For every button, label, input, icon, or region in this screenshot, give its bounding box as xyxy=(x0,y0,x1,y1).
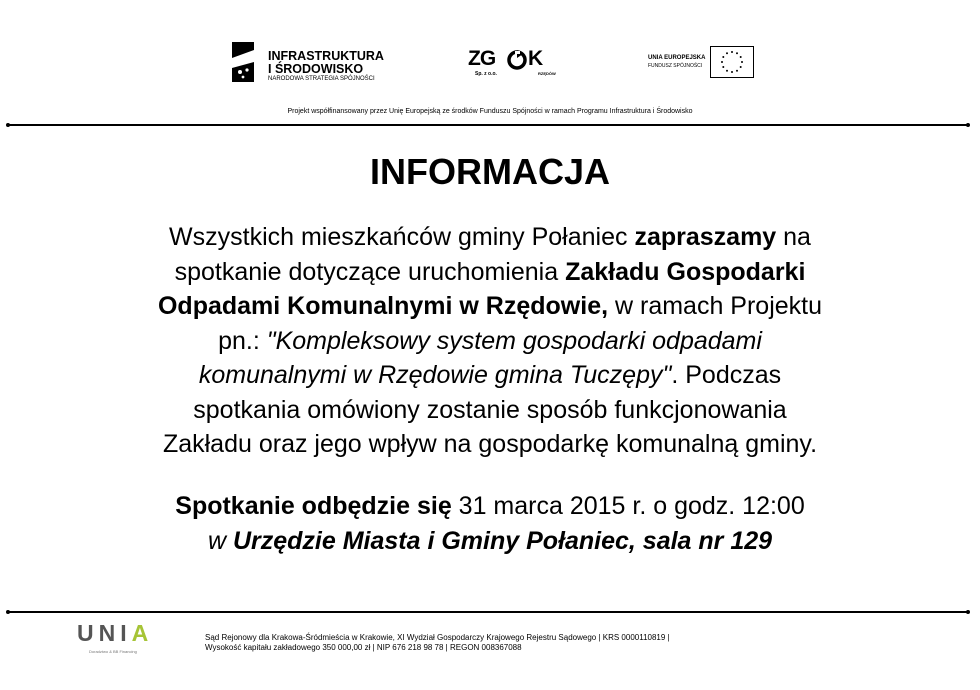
project-cofinancing-note: Projekt współfinansowany przez Unię Europejską ze środków Funduszu Spójności w ramach Programu Infrastruktura i Środowisko xyxy=(287,108,693,115)
body-line-2 xyxy=(60,255,920,290)
bottom-divider xyxy=(8,611,968,613)
infra-logo-line3: NARODOWA STRATEGIA SPÓJNOŚCI xyxy=(268,76,375,82)
footer-line-2: Wysokość kapitału zakładowego 350 000,00 zł | NIP 676 218 98 78 | REGON 008367088 xyxy=(205,643,522,652)
meeting-l1b: 31 marca 2015 r. o godz. 12:00 xyxy=(451,492,805,520)
body-l1a: Wszystkich mieszkańców gminy Połaniec xyxy=(169,223,635,251)
body-l4a: pn.: xyxy=(218,326,267,355)
footer-company-info xyxy=(205,633,670,653)
body-line-5 xyxy=(60,358,920,393)
unia-logo-sub: Doradztwo & BB Financing xyxy=(89,649,137,654)
meeting-l1a: Spotkanie odbędzie się xyxy=(175,492,452,520)
top-divider xyxy=(8,124,968,126)
zgok-logo xyxy=(468,47,556,81)
body-l5b: . Podczas xyxy=(671,361,782,389)
meeting-details xyxy=(60,489,920,558)
infra-logo-line2: I ŚRODOWISKO xyxy=(268,62,364,76)
meeting-l2a: w xyxy=(207,526,233,555)
infra-logo-line1: INFRASTRUKTURA xyxy=(268,49,384,63)
zgok-logo-k: K xyxy=(528,47,544,70)
eu-logo-line1: UNIA EUROPEJSKA xyxy=(648,55,706,61)
body-l2a: spotkanie dotyczące uruchomienia xyxy=(174,257,566,286)
zgok-logo-zg: ZG xyxy=(468,47,496,70)
body-l2b: Zakładu Gospodarki xyxy=(565,257,806,286)
zgok-logo-sub-left: Sp. z o.o. xyxy=(475,71,497,77)
body-l1b: zapraszamy xyxy=(634,223,777,251)
body-l5a: komunalnymi w Rzędowie gmina Tuczępy" xyxy=(198,361,672,389)
zgok-logo-sub-right: RZĘDÓW xyxy=(538,71,556,76)
body-line-3 xyxy=(60,289,920,324)
meeting-l2b: Urzędzie Miasta i Gminy Połaniec, sala nr 129 xyxy=(232,526,773,555)
unia-logo-a: A xyxy=(131,620,154,646)
recycle-arrow-icon xyxy=(506,49,528,71)
page-title: INFORMACJA xyxy=(370,151,610,192)
unia-logo-i: I xyxy=(120,620,132,646)
body-line-4 xyxy=(60,324,920,359)
footer-line-1: Sąd Rejonowy dla Krakowa-Śródmieścia w Krakowie, XI Wydział Gospodarczy Krajowego Rejestru Sądowego | KRS 0000110819 | xyxy=(205,633,670,642)
meeting-line-1 xyxy=(60,489,920,524)
body-line-1 xyxy=(60,220,920,255)
eu-flag-icon xyxy=(710,46,754,78)
body-l3a: Odpadami Komunalnymi w Rzędowie, xyxy=(157,292,609,320)
meeting-line-2 xyxy=(60,524,920,559)
unia-logo-u: U xyxy=(77,620,99,646)
infrastruktura-logo xyxy=(228,40,388,86)
body-line-6: spotkania omówiony zostanie sposób funkcjonowania xyxy=(193,395,787,424)
flag-icon xyxy=(228,40,258,84)
body-line-7: Zakładu oraz jego wpływ na gospodarkę komunalną gminy. xyxy=(162,430,818,458)
eu-logo-line2: FUNDUSZ SPÓJNOŚCI xyxy=(648,63,703,69)
unia-logo-word xyxy=(77,620,153,646)
body-l4b: "Kompleksowy system gospodarki odpadami xyxy=(266,326,762,355)
invitation-text xyxy=(60,220,920,462)
eu-logo xyxy=(648,46,756,80)
unia-logo xyxy=(77,620,173,658)
body-l1c: na xyxy=(776,223,811,251)
body-l3b: w ramach Projektu xyxy=(608,292,823,320)
unia-logo-n: N xyxy=(98,620,121,646)
